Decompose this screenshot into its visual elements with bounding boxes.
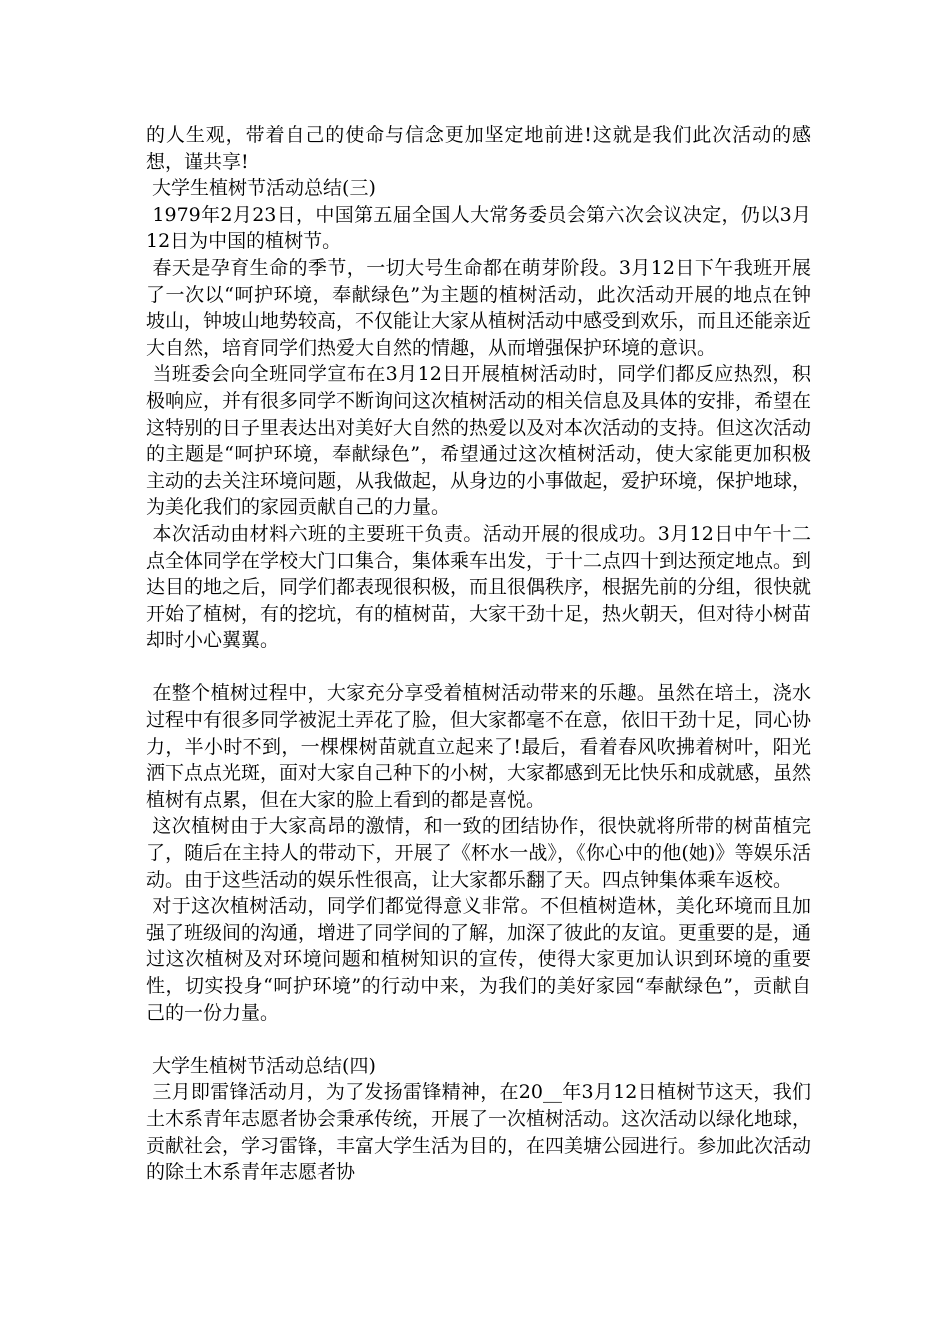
- paragraph-class-response: 当班委会向全班同学宣布在3月12日开展植树活动时，同学们都反应热烈，积极响应，并有很多同学不断询问这次植树活动的相关信息及具体的安排，希望在这特别的日子里表达出对美好大自然的热爱以及对本次活动的支持。但这次活动的主题是“呵护环境，奉献绿色”，希望通过这次植树活动，使大家能更加积极主动的去关注环境问题，从我做起，从身边的小事做起，爱护环境，保护地球，为美化我们的家园贡献自己的力量。: [146, 363, 812, 519]
- section-heading-three: 大学生植树节活动总结(三): [146, 177, 376, 200]
- paragraph-significance: 对于这次植树活动，同学们都觉得意义非常。不但植树造林，美化环境而且加强了班级间的沟通，增进了同学间的了解，加深了彼此的友谊。更重要的是，通过这次植树及对环境问题和植树知识的宣传，使得大家更加认识到环境的重要性，切实投身“呵护环境”的行动中来，为我们的美好家园“奉献绿色”，贡献自己的一份力量。: [146, 895, 812, 1024]
- section-heading-four: 大学生植树节活动总结(四): [146, 1054, 376, 1077]
- paragraph-spring-activity: 春天是孕育生命的季节，一切大号生命都在萌芽阶段。3月12日下午我班开展了一次以“呵护环境，奉献绿色”为主题的植树活动，此次活动开展的地点在钟坡山，钟坡山地势较高，不仅能让大家从植树活动中感受到欢乐，而且还能亲近大自然，培育同学们热爱大自然的情趣，从而增强保护环境的意识。: [146, 256, 812, 359]
- paragraph-activity-process: 本次活动由材料六班的主要班干负责。活动开展的很成功。3月12日中午十二点全体同学在学校大门口集合，集体乘车出发，于十二点四十到达预定地点。到达目的地之后，同学们都表现很积极，而且很偶秩序，根据先前的分组，很快就开始了植树，有的挖坑，有的植树苗，大家干劲十足，热火朝天，但对待小树苗却时小心翼翼。: [146, 522, 812, 652]
- paragraph-arbor-day-origin: 1979年2月23日，中国第五届全国人大常务委员会第六次会议决定，仍以3月12日为中国的植树节。: [146, 203, 811, 253]
- paragraph-entertainment: 这次植树由于大家高昂的激情，和一致的团结协作，很快就将所带的树苗植完了，随后在主持人的带动下，开展了《杯水一战》，《你心中的他(她)》等娱乐活动。由于这些活动的娱乐性很高，让大家都乐翻了天。四点钟集体乘车返校。: [146, 815, 811, 891]
- document-body: [146, 122, 811, 1186]
- paragraph-lei-feng-month: 三月即雷锋活动月，为了发扬雷锋精神，在20__年3月12日植树节这天，我们土木系青年志愿者协会秉承传统，开展了一次植树活动。这次活动以绿化地球，贡献社会，学习雷锋，丰富大学生活为目的，在四美塘公园进行。参加此次活动的除土木系青年志愿者协: [146, 1081, 812, 1184]
- paragraph-planting-fun: 在整个植树过程中，大家充分享受着植树活动带来的乐趣。虽然在培土，浇水过程中有很多同学被泥土弄花了脸，但大家都毫不在意，依旧干劲十足，同心协力，半小时不到，一棵棵树苗就直立起来了!最后，看着春风吹拂着树叶，阳光洒下点点光斑，面对大家自己种下的小树，大家都感到无比快乐和成就感，虽然植树有点累，但在大家的脸上看到的都是喜悦。: [146, 682, 812, 811]
- paragraph-intro-conclusion: 的人生观，带着自己的使命与信念更加坚定地前进!这就是我们此次活动的感想，谨共享!: [146, 124, 811, 173]
